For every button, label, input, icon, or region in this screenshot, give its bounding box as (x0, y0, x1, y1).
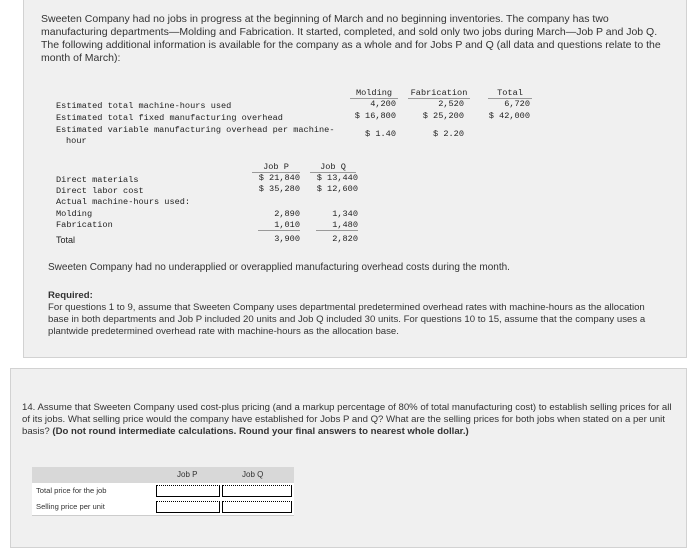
total-job-q: 2,820 (332, 234, 358, 244)
overhead-table (52, 86, 534, 152)
answer-table-header (32, 467, 294, 483)
direct-materials-label: Direct materials (56, 175, 139, 185)
col-header-fabrication: Fabrication (408, 88, 470, 99)
fabrication-variable-rate: $ 2.20 (433, 129, 464, 139)
total-fixed-overhead: $ 42,000 (488, 111, 530, 121)
problem-intro: Sweeten Company had no jobs in progress at the beginning of March and no beginning inventories. The company has two manufacturing departments—Molding and Fabrication. It started, completed, and sold only two jobs during March—Job P and Job Q. The following additional information is available for the company as a whole and for Jobs P and Q (all data and questions relate to the month of March): (41, 13, 661, 64)
total-label: Total (56, 235, 76, 245)
col-header-molding: Molding (350, 88, 398, 99)
col-header-job-p: Job P (252, 162, 300, 173)
answer-label-total-price: Total price for the job (36, 486, 107, 495)
molding-machine-hours: 4,200 (370, 99, 396, 109)
direct-labor-job-p: $ 35,280 (258, 184, 300, 194)
question-panel (10, 368, 687, 548)
answer-row-unit-price (32, 499, 294, 516)
row-label-fixed-overhead: Estimated total fixed manufacturing overhead (56, 113, 283, 123)
molding-job-q: 1,340 (332, 209, 358, 219)
direct-labor-job-q: $ 12,600 (316, 184, 358, 194)
fabrication-job-p: 1,010 (258, 220, 300, 231)
fabrication-label: Fabrication (56, 220, 113, 230)
row-label-machine-hours: Estimated total machine-hours used (56, 101, 232, 111)
total-machine-hours: 6,720 (504, 99, 530, 109)
required-heading: Required: (48, 290, 93, 301)
machine-hours-heading: Actual machine-hours used: (56, 197, 191, 207)
unit-price-job-p-input[interactable] (156, 501, 220, 513)
direct-labor-label: Direct labor cost (56, 186, 144, 196)
row-label-variable-overhead-cont: hour (66, 136, 87, 146)
total-price-job-p-input[interactable] (156, 485, 220, 497)
fabrication-job-q: 1,480 (316, 220, 358, 231)
molding-job-p: 2,890 (274, 209, 300, 219)
molding-label: Molding (56, 209, 93, 219)
question-14 (22, 402, 672, 438)
question-14-instructions: (Do not round intermediate calculations. Round your final answers to nearest whole dollar.) (52, 426, 469, 437)
question-14-text: 14. Assume that Sweeten Company used cost-plus pricing (and a markup percentage of 80% of total manufacturing cost) to establish selling prices for all of its jobs. What selling price would the company have established for Jobs P and Q? What are the selling prices for both jobs when stated on a per unit basis? (22, 402, 672, 437)
total-price-job-q-input[interactable] (222, 485, 292, 497)
col-header-total: Total (488, 88, 532, 99)
total-job-p: 3,900 (274, 234, 300, 244)
unit-price-job-q-input[interactable] (222, 501, 292, 513)
direct-materials-job-p: $ 21,840 (258, 173, 300, 183)
answer-header-job-p: Job P (177, 470, 198, 479)
answer-header-job-q: Job Q (242, 470, 264, 479)
fabrication-machine-hours: 2,520 (438, 99, 464, 109)
answer-row-total-price (32, 483, 294, 500)
fabrication-fixed-overhead: $ 25,200 (422, 111, 464, 121)
job-table (52, 160, 362, 250)
row-label-variable-overhead: Estimated variable manufacturing overhead per machine- (56, 125, 335, 135)
col-header-job-q: Job Q (310, 162, 356, 173)
overhead-note: Sweeten Company had no underapplied or overapplied manufacturing overhead costs during the month. (48, 262, 510, 273)
molding-fixed-overhead: $ 16,800 (354, 111, 396, 121)
direct-materials-job-q: $ 13,440 (316, 173, 358, 183)
answer-table (32, 467, 294, 515)
molding-variable-rate: $ 1.40 (365, 129, 396, 139)
required-text: For questions 1 to 9, assume that Sweeten Company uses departmental predetermined overhead rates with machine-hours as the allocation base in both departments and Job P included 20 units and Job Q included 30 units. For questions 10 to 15, assume that the company uses a plantwide predetermined overhead rate with machine-hours as the allocation base. (48, 302, 646, 337)
answer-label-unit-price: Selling price per unit (36, 502, 105, 511)
required-section (48, 290, 660, 338)
